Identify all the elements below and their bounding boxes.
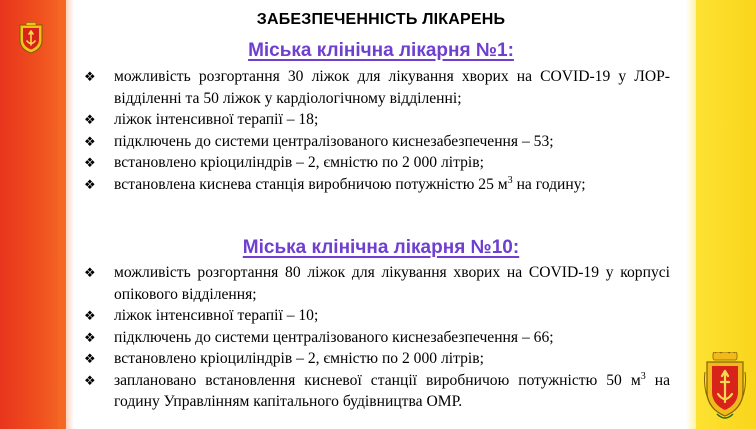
- bullet-icon: ❖: [84, 329, 96, 345]
- list-item: ❖ заплановано встановлення кисневої станції виробничою потужністю 50 $м^3$ на годину Управлінням капітального будівництва ОМР.: [84, 370, 670, 410]
- right-band-fade: [686, 0, 700, 429]
- list-item: ❖ ліжок інтенсивної терапії – 10;: [84, 305, 670, 327]
- list-item: ❖ можливість розгортання 80 ліжок для лікування хворих на COVID-19 у корпусі опікового відділення;: [84, 264, 670, 303]
- hospital-1-list: [84, 66, 670, 195]
- list-item: ❖ встановлено кріоциліндрів – 2, ємністю по 2 000 літрів;: [84, 348, 670, 370]
- list-item: ❖ підключень до системи централізованого киснезабезпечення – 66;: [84, 327, 670, 349]
- bullet-icon: ❖: [84, 351, 96, 366]
- bullet-icon: ❖: [84, 372, 96, 388]
- bullet-icon: ❖: [84, 133, 96, 149]
- hospital-10-list: [84, 262, 670, 413]
- bullet-icon: ❖: [84, 308, 96, 323]
- list-item: ❖ встановлена киснева станція виробничою потужністю 25 $м^3$ на годину;: [84, 174, 670, 196]
- section-heading-hospital-10: Міська клінічна лікарня №10:: [242, 237, 520, 258]
- left-color-band: [0, 0, 66, 429]
- bullet-icon: ❖: [84, 69, 96, 84]
- coat-of-arms-icon: [703, 352, 747, 422]
- bullet-icon: ❖: [84, 176, 96, 192]
- list-item: ❖ підключень до системи централізованого киснезабезпечення – 53;: [84, 131, 670, 153]
- left-band-fade: [58, 0, 74, 429]
- section-heading-hospital-1: Міська клінічна лікарня №1:: [248, 40, 514, 61]
- bullet-icon: ❖: [84, 112, 96, 127]
- list-item: ❖ можливість розгортання 30 ліжок для лікування хворих на COVID-19 у ЛОР-відділенні та 50 ліжок у кардіологічному відділенні;: [84, 68, 670, 107]
- bullet-icon: ❖: [84, 155, 96, 170]
- bullet-icon: ❖: [84, 265, 96, 280]
- page-title: ЗАБЕЗПЕЧЕННІСТЬ ЛІКАРЕНЬ: [256, 11, 506, 28]
- list-item: ❖ встановлено кріоциліндрів – 2, ємністю по 2 000 літрів;: [84, 152, 670, 174]
- coat-of-arms-icon: [18, 22, 44, 54]
- list-item: ❖ ліжок інтенсивної терапії – 18;: [84, 109, 670, 131]
